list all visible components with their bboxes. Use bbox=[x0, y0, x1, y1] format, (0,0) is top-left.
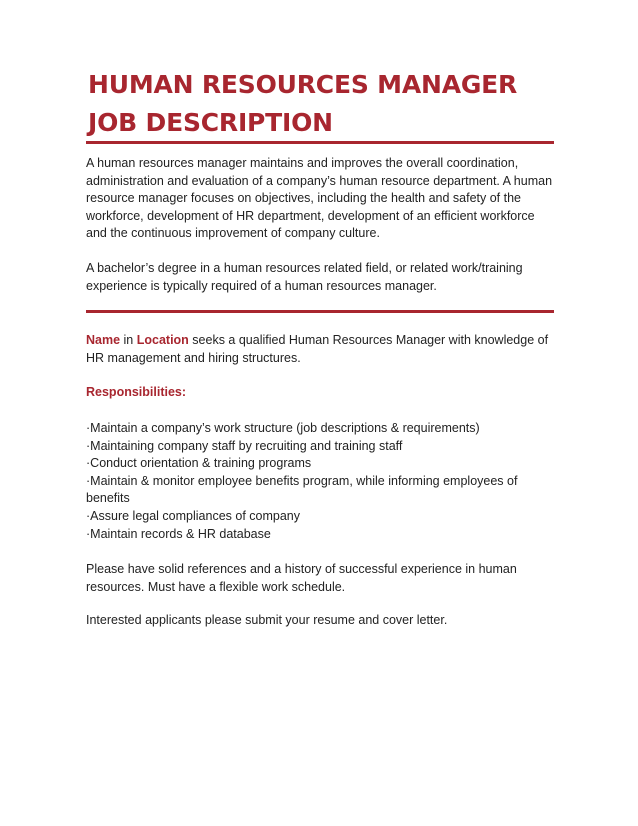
lead-paragraph bbox=[86, 332, 556, 367]
section-divider bbox=[86, 310, 554, 313]
location-placeholder: Location bbox=[136, 333, 189, 347]
title-divider bbox=[86, 141, 554, 144]
list-item: ·Maintain & monitor employee benefits program, while informing employees of benefits bbox=[86, 473, 518, 506]
intro-paragraph-2: A bachelor’s degree in a human resources related field, or related work/training experience is typically required of a human resources manager. bbox=[86, 261, 523, 293]
closing-paragraph-1: Please have solid references and a history of successful experience in human resources. Must have a flexible work schedule. bbox=[86, 562, 517, 594]
responsibilities-heading: Responsibilities: bbox=[86, 385, 187, 399]
title-line-1: HUMAN RESOURCES MANAGER bbox=[88, 70, 518, 99]
list-item: ·Conduct orientation & training programs bbox=[86, 456, 312, 471]
list-item: ·Maintain records & HR database bbox=[86, 526, 271, 541]
list-item: ·Maintain a company’s work structure (job descriptions & requirements) bbox=[86, 421, 480, 435]
intro-paragraph-1: A human resources manager maintains and improves the overall coordination, administration and evaluation of a company’s human resource department. A human resource manager focuses on objectives, including the health and safety of the workforce, development of HR department, development of an efficient workforce and the continuous improvement of company culture. bbox=[86, 156, 553, 241]
title-line-2: JOB DESCRIPTION bbox=[88, 108, 333, 137]
responsibilities-list bbox=[86, 420, 556, 543]
list-item: ·Maintaining company staff by recruiting and training staff bbox=[86, 438, 403, 453]
name-placeholder: Name bbox=[86, 333, 121, 347]
document-title bbox=[88, 66, 517, 142]
lead-in-text: in bbox=[120, 333, 137, 347]
closing-paragraph-2: Interested applicants please submit your resume and cover letter. bbox=[86, 613, 448, 627]
lead-rest-text: seeks a qualified Human Resources Manager with knowledge of HR management and hiring structures. bbox=[86, 333, 549, 365]
list-item: ·Assure legal compliances of company bbox=[86, 508, 300, 523]
